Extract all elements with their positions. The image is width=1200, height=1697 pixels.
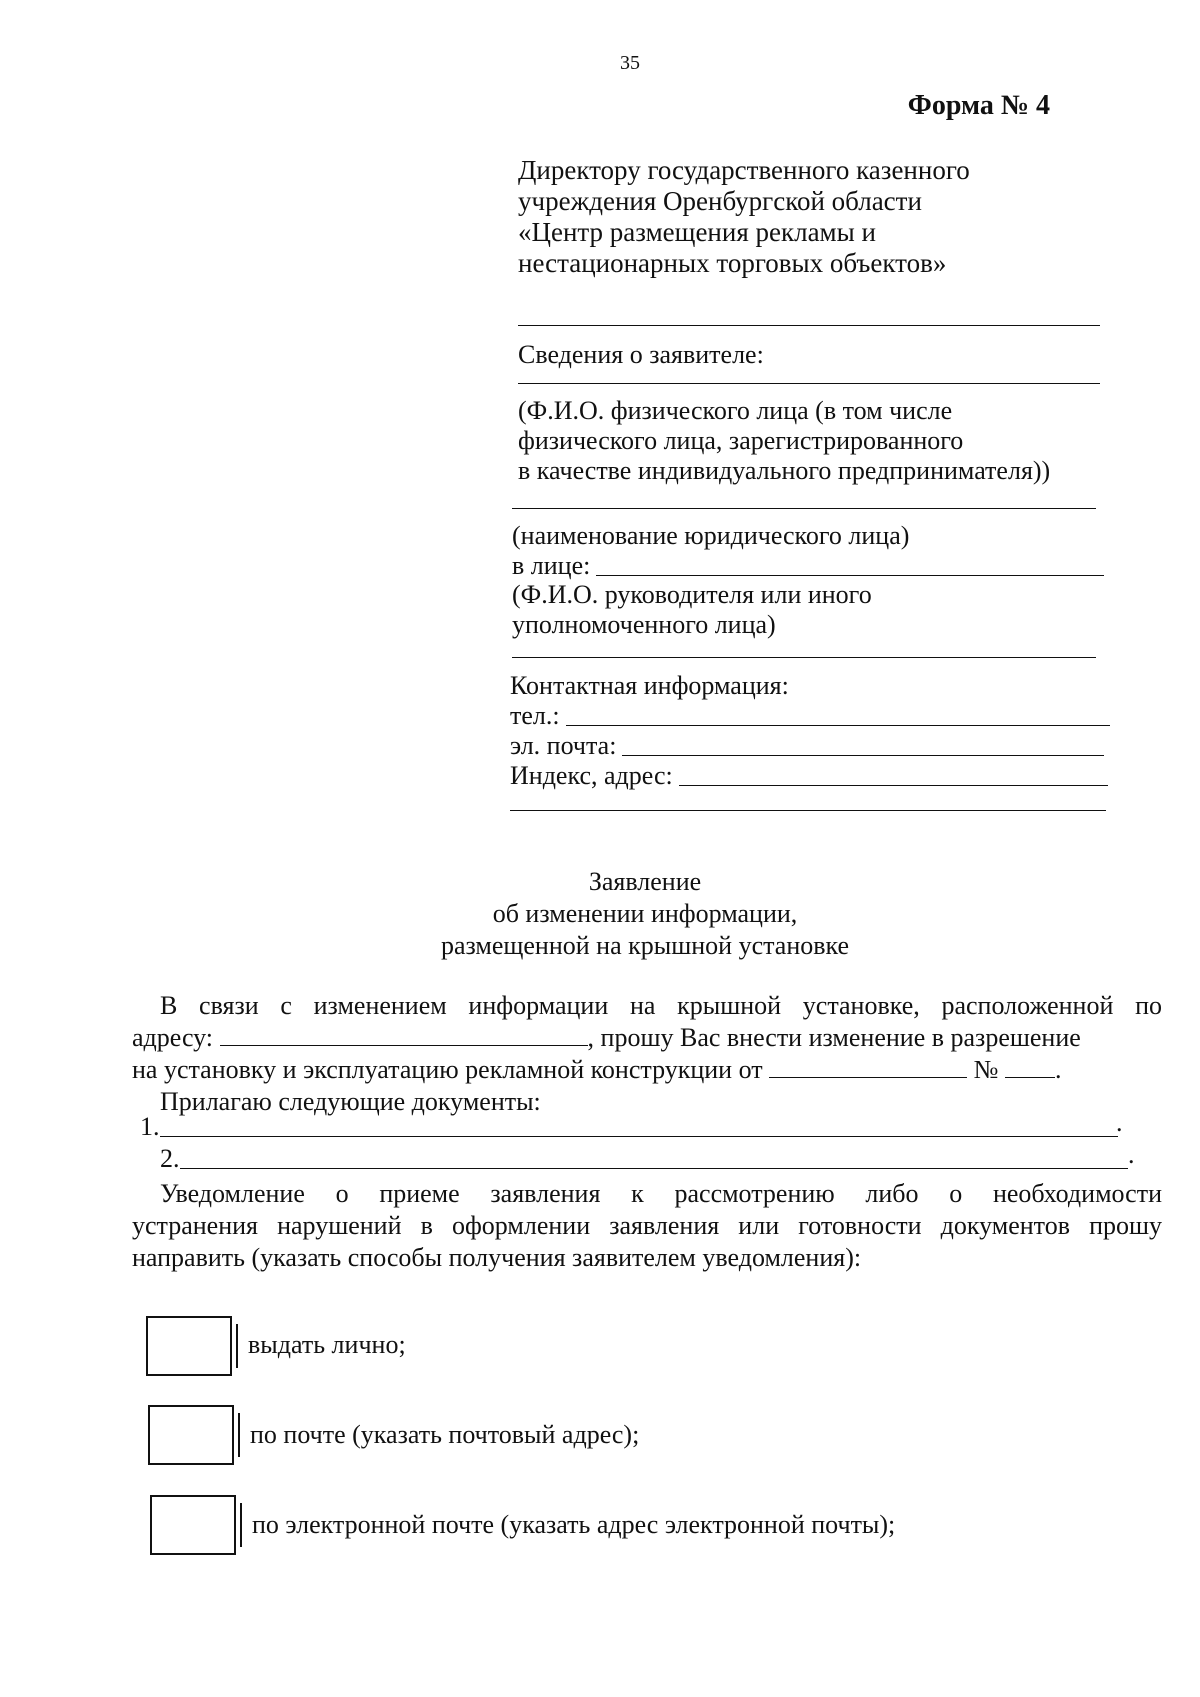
- addressee-line: «Центр размещения рекламы и: [518, 217, 876, 247]
- contact-label: Контактная информация:: [510, 671, 789, 700]
- email-field[interactable]: [510, 731, 1104, 761]
- option-checkbox-by-email[interactable]: [150, 1495, 236, 1555]
- permit-date-blank[interactable]: [769, 1057, 967, 1078]
- statement-line-2-rest: , прошу Вас внести изменение в разрешение: [587, 1023, 1081, 1052]
- attachment-number-2: 2.: [160, 1144, 180, 1173]
- blank-line-address-continued[interactable]: [510, 810, 1106, 811]
- attachment-item-1[interactable]: [140, 1112, 1118, 1142]
- paragraph-notification: [132, 1178, 1162, 1274]
- paragraph-statement: [132, 990, 1162, 1118]
- option-checkbox-in-person[interactable]: [146, 1316, 232, 1376]
- installation-address-blank[interactable]: [220, 1025, 588, 1046]
- option-label-by-mail: по почте (указать почтовый адрес);: [250, 1420, 640, 1449]
- option-label-in-person: выдать лично;: [248, 1330, 406, 1359]
- title-line: размещенной на крышной установке: [440, 931, 850, 960]
- statement-line-1: В связи с изменением информации на крышной установке, расположенной по: [160, 991, 1162, 1020]
- caption-line: физического лица, зарегистрированного: [518, 426, 964, 455]
- number-sign: №: [973, 1055, 999, 1084]
- phone-field[interactable]: [510, 701, 1110, 731]
- phone-blank[interactable]: [566, 725, 1110, 726]
- document-title: [0, 866, 1200, 962]
- notification-line-2: устранения нарушений в оформлении заявления или готовности документов прошу: [132, 1211, 1162, 1240]
- addressee-block: [518, 155, 970, 279]
- attachment-number-1: 1.: [140, 1112, 160, 1141]
- caption-line: уполномоченного лица): [512, 610, 776, 639]
- address-prompt-label: адресу:: [132, 1023, 214, 1052]
- represented-by-field[interactable]: [512, 551, 1104, 581]
- blank-line-individual-name[interactable]: [518, 383, 1100, 384]
- attachments-label: Прилагаю следующие документы:: [160, 1087, 541, 1116]
- title-line: Заявление: [588, 867, 702, 896]
- permit-prompt-text: на установку и эксплуатацию рекламной конструкции от: [132, 1055, 763, 1084]
- email-blank[interactable]: [622, 755, 1104, 756]
- address-field[interactable]: [510, 761, 1108, 791]
- attachment-blank-1[interactable]: [160, 1136, 1119, 1137]
- statement-line-2: [132, 1022, 1162, 1054]
- period-mark: .: [1128, 1140, 1135, 1169]
- individual-caption: [518, 396, 1050, 486]
- permit-number-blank[interactable]: [1005, 1057, 1055, 1078]
- representative-caption: [512, 580, 872, 640]
- blank-line-representative[interactable]: [512, 657, 1096, 658]
- notification-line-1: Уведомление о приеме заявления к рассмотрению либо о необходимости: [160, 1179, 1162, 1208]
- addressee-line: учреждения Оренбургской области: [518, 186, 922, 216]
- statement-line-3: на установку и эксплуатацию рекламной конструкции от № .: [132, 1055, 1062, 1084]
- address-label: Индекс, адрес:: [510, 761, 673, 790]
- addressee-line: Директору государственного казенного: [518, 155, 970, 185]
- caption-line: в качестве индивидуального предпринимателя)): [518, 456, 1051, 485]
- option-label-by-email: по электронной почте (указать адрес электронной почты);: [252, 1510, 896, 1539]
- email-label: эл. почта:: [510, 731, 617, 760]
- represented-by-blank[interactable]: [596, 575, 1104, 576]
- applicant-info-label: Сведения о заявителе:: [518, 340, 764, 369]
- attachment-item-2[interactable]: [160, 1144, 1128, 1174]
- caption-line: (Ф.И.О. руководителя или иного: [512, 580, 872, 609]
- addressee-line: нестационарных торговых объектов»: [518, 248, 947, 278]
- notification-line-3: направить (указать способы получения заявителем уведомления):: [132, 1243, 862, 1272]
- option-checkbox-by-mail[interactable]: [148, 1405, 234, 1465]
- address-blank[interactable]: [679, 785, 1108, 786]
- blank-line-legal-entity[interactable]: [512, 508, 1096, 509]
- blank-line-applicant-top[interactable]: [518, 325, 1100, 326]
- represented-by-label: в лице:: [512, 551, 591, 580]
- period-mark: .: [1116, 1108, 1123, 1137]
- legal-entity-caption: (наименование юридического лица): [512, 521, 910, 550]
- form-number: Форма № 4: [907, 90, 1050, 121]
- attachment-blank-2[interactable]: [180, 1168, 1129, 1169]
- title-line: об изменении информации,: [492, 899, 798, 928]
- caption-line: (Ф.И.О. физического лица (в том числе: [518, 396, 953, 425]
- phone-label: тел.:: [510, 701, 560, 730]
- page-number: 35: [620, 52, 640, 74]
